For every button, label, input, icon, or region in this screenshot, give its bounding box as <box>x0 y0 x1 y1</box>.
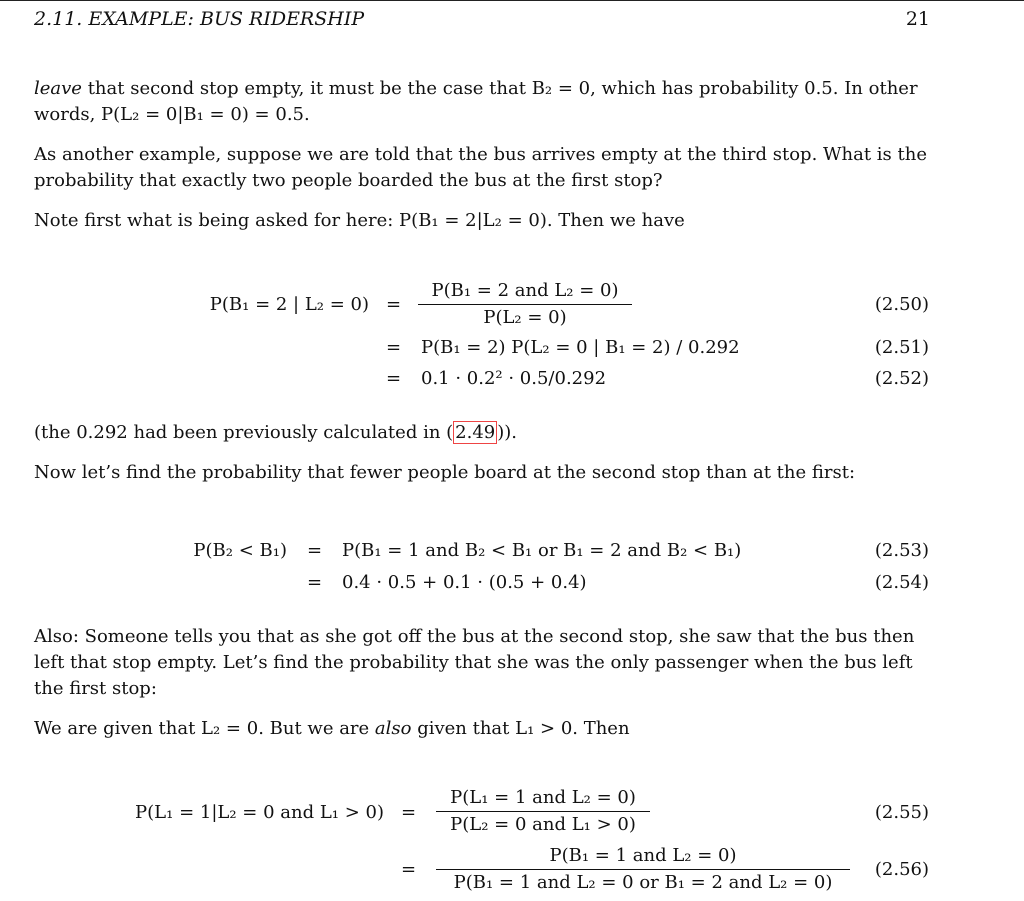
paragraph-7 <box>34 716 929 742</box>
eq-2-55-denominator: P(L₂ = 0 and L₁ > 0) <box>450 814 636 835</box>
eq-2-56-denominator: P(B₁ = 1 and L₂ = 0 or B₁ = 2 and L₂ = 0) <box>453 872 833 893</box>
fraction-bar <box>436 869 850 870</box>
eq-2-50-lhs: P(B₁ = 2 | L₂ = 0) <box>209 294 369 315</box>
emphasis-also: also <box>374 718 412 739</box>
paragraph-5: Now let’s find the probability that fewer people board at the second stop than at the first: <box>34 462 856 483</box>
eq-2-52-equals: = <box>386 368 402 389</box>
paragraph-4-tail: )). <box>497 422 518 443</box>
eq-2-50-fraction <box>418 280 632 329</box>
fraction-bar <box>418 304 632 305</box>
eq-number-2-52: (2.52) <box>874 368 929 389</box>
emphasis-leave: leave <box>34 78 82 99</box>
eq-2-54-rhs: 0.4 · 0.5 + 0.1 · (0.5 + 0.4) <box>342 572 587 593</box>
paragraph-4-text: (the 0.292 had been previously calculated in ( <box>34 422 454 443</box>
running-header: 2.11. EXAMPLE: BUS RIDERSHIP <box>34 8 365 30</box>
fraction-bar <box>436 811 650 812</box>
eq-2-53-equals: = <box>307 540 323 561</box>
eq-2-56-fraction <box>436 845 850 894</box>
eq-number-2-50: (2.50) <box>874 294 929 315</box>
paragraph-3: Note first what is being asked for here: P(B₁ = 2|L₂ = 0). Then we have <box>34 210 685 231</box>
eq-number-2-56: (2.56) <box>874 859 929 880</box>
eq-2-55-lhs: P(L₁ = 1|L₂ = 0 and L₁ > 0) <box>135 802 384 823</box>
eq-2-56-numerator: P(B₁ = 1 and L₂ = 0) <box>549 845 737 866</box>
paragraph-7-text: We are given that L₂ = 0. But we are <box>34 718 375 739</box>
eq-2-55-equals: = <box>401 802 417 823</box>
paragraph-2: As another example, suppose we are told that the bus arrives empty at the third stop. What is the probability that exactly two people boarded the bus at the first stop? <box>34 144 927 191</box>
eq-2-50-denominator: P(L₂ = 0) <box>483 307 567 328</box>
eq-2-55-numerator: P(L₁ = 1 and L₂ = 0) <box>450 787 636 808</box>
eq-2-55-fraction <box>436 787 650 836</box>
page-number: 21 <box>905 8 930 30</box>
paragraph-7-tail: given that L₁ > 0. Then <box>411 718 630 739</box>
paragraph-1 <box>34 76 929 128</box>
top-rule <box>0 0 1024 1</box>
eq-number-2-51: (2.51) <box>874 337 929 358</box>
eq-2-52-rhs: 0.1 · 0.2² · 0.5/0.292 <box>421 368 607 389</box>
eq-number-2-53: (2.53) <box>874 540 929 561</box>
eq-2-51-equals: = <box>386 337 402 358</box>
paragraph-1-text: that second stop empty, it must be the case that B₂ = 0, which has probability 0.5. In other words, P(L₂ = 0|B₁ = 0) = 0.5. <box>34 78 918 125</box>
eq-2-54-equals: = <box>307 572 323 593</box>
eq-2-50-numerator: P(B₁ = 2 and L₂ = 0) <box>431 280 619 301</box>
paragraph-4 <box>34 420 929 446</box>
eq-2-51-rhs: P(B₁ = 2) P(L₂ = 0 | B₁ = 2) / 0.292 <box>421 337 740 358</box>
eq-number-2-55: (2.55) <box>874 802 929 823</box>
paragraph-6: Also: Someone tells you that as she got off the bus at the second stop, she saw that the bus then left that stop empty. Let’s find the probability that she was the only passenger when the bus left the first stop: <box>34 626 915 699</box>
eq-2-56-equals: = <box>401 859 417 880</box>
eq-number-2-54: (2.54) <box>874 572 929 593</box>
equation-reference-link[interactable]: 2.49 <box>455 422 496 443</box>
eq-2-50-equals: = <box>386 294 402 315</box>
eq-2-53-lhs: P(B₂ < B₁) <box>193 540 287 561</box>
eq-2-53-rhs: P(B₁ = 1 and B₂ < B₁ or B₁ = 2 and B₂ < B₁) <box>342 540 742 561</box>
